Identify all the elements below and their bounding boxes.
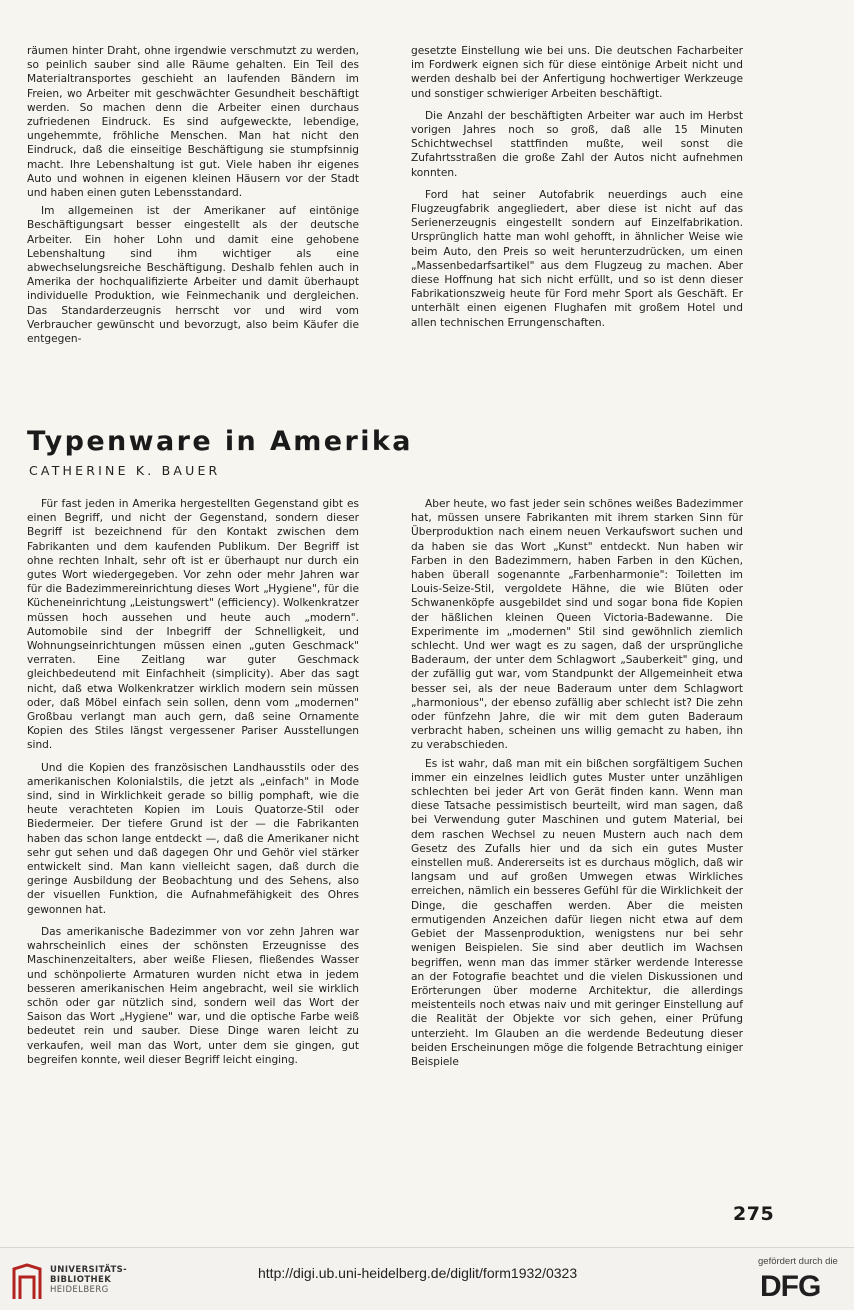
library-name-line: HEIDELBERG (50, 1285, 109, 1295)
paragraph: Das amerikanische Badezimmer von vor zehn Jahren war wahrscheinlich eines der schönsten Erzeugnisse des Maschinenzeitalters, aber weiße Fliesen, fließendes Wasser und schönpolierte Armaturen wurden nicht etwa in jedem besseren amerikanischen Heim angebracht, weil sie wirklich schön oder gar nützlich sind, sondern weil das Wort der Saison das Wort „Hygiene" war, und die optische Farbe weiß bedeutet rein und sauber. Diese Dinge waren leicht zu verkaufen, weil man das Wort, unter dem sie gingen, gut begreifen konnte, weil dieser Begriff leicht einging. (27, 925, 359, 1066)
page-number: 275 (733, 1203, 775, 1225)
library-name-line: UNIVERSITÄTS- (50, 1265, 128, 1275)
digitization-footer (0, 1247, 854, 1310)
paragraph: Und die Kopien des französischen Landhausstils oder des amerikanischen Kolonialstils, die jetzt als „einfach" in Mode sind, sind in Wirklichkeit gerade so billig pomphaft, wie die heute verachteten Kopien im Louis Quatorze-Stil oder Biedermeier. Der tiefere Grund ist der — die Fabrikanten haben das schon lange entdeckt —, daß die Amerikaner nicht sehr gut sehen und daß dagegen Ohr und Gehör viel stärker entwickelt sind. Man kann vielleicht sagen, daß durch die geringe Ausbildung der Beobachtung und des Sehens, also der visuellen Funktion, die Aufnahmefähigkeit des Ohres gewonnen hat. (27, 761, 359, 916)
paragraph: Die Anzahl der beschäftigten Arbeiter war auch im Herbst vorigen Jahres noch so groß, daß alle 15 Minuten Schichtwechsel stattfinden mußte, weil sonst die Zufahrtsstraßen die große Zahl der Autos nicht aufnehmen konnten. (411, 109, 743, 179)
funding-note: gefördert durch die (758, 1256, 838, 1267)
university-library-logo-icon (10, 1263, 44, 1301)
paragraph: Im allgemeinen ist der Amerikaner auf eintönige Beschäftigungsart besser eingestellt als der deutsche Arbeiter. Ein hoher Lohn und damit eine gehobene Lebenshaltung sind ihm wichtiger als eine abwechselungsreiche Beschäftigung. Deshalb fehlen auch in Amerika der hochqualifizierte Arbeiter und damit überhaupt individuelle Produktion, wie Feinmechanik und dergleichen. Das Standarderzeugnis herrscht vor und wird vom Verbraucher gewünscht und bevorzugt, also beim Käufer die entgegen- (27, 205, 359, 346)
paragraph: Es ist wahr, daß man mit ein bißchen sorgfältigem Suchen immer ein einzelnes leidlich gutes Muster unter unzähligen schlechten bei jeder Art von Gerät finden kann. Wenn man diese Tatsache pessimistisch beurteilt, wird man sagen, daß bei Verwendung guter Maschinen und gutem Material, bei dem raschen Wechsel zu neuen Mustern auch nach dem Gesetz des Zufalls hier und da sich ein gutes Muster einstellen muß. Andererseits ist es durchaus möglich, daß wir langsam und auf großen Umwegen etwas Wirkliches erreichen, nämlich ein besseres Gefühl für die Wirklichkeit der Dinge, die geschaffen werden. Aber die meisten ermutigenden Anzeichen dafür liegen nicht etwa auf dem Gebiet der Massenproduktion, wenigstens nur bei sehr wenigen Beispielen. Sie sind aber deutlich im Wachsen begriffen, wenn man das immer stärker werdende Interesse an der Fotografie beachtet und die vielen Diskussionen und Erörterungen über moderne Architektur, die allerdings meistenteils noch etwas naiv und mit geringer Einstellung auf die Realität der Objekte vor sich gehen, einer Prüfung unterzieht. Im Glauben an die werdende Bedeutung dieser beiden Erscheinungen möge die folgende Betrachtung einiger Beispiele (411, 757, 743, 1068)
body-right-column (411, 497, 743, 1073)
article-title: Typenware in Amerika (27, 426, 413, 457)
article-author: CATHERINE K. BAUER (29, 463, 221, 478)
paragraph: Aber heute, wo fast jeder sein schönes weißes Badezimmer hat, müssen unsere Fabrikanten mit ihrem starken Sinn für Überproduktion nach einem neuen Verkaufswort suchen und da haben sie das Wort „Kunst" entdeckt. Nun haben wir Farben in den Badezimmern, haben Farben in den Küchen, haben überall sogenannte „Farbenharmonie": Toiletten im Louis-Seize-Stil, vergoldete Hähne, die wie Blüten oder Schwanenköpfe ausgebildet sind und sogar bona fide Kopien der häßlichen kleinen Queen Victoria-Badewanne. Die Experimente im „modernen" Stil sind gewöhnlich ziemlich schlecht. Und wer wagt es zu sagen, daß der ursprüngliche Baderaum, der unter dem Schlagwort „Sauberkeit" ging, und der zufällig gut war, vom Standpunkt der Allgemeinheit etwa besser sei, als der neue Baderaum unter dem Schlagwort „harmonious", der ebenso zufällig aber schlecht ist? Die zehn oder fünfzehn Jahre, die wir mit dem guten Baderaum verbracht haben, scheinen uns willig gemacht zu haben, ihn zu verabschieden. (411, 498, 743, 752)
library-name (50, 1265, 127, 1295)
paragraph: Ford hat seiner Autofabrik neuerdings auch eine Flugzeugfabrik angegliedert, aber diese ist nicht auf das Serienerzeugnis eingestellt sondern auf Einzelfabrikation. Ursprünglich hatte man wohl gehofft, in ähnlicher Weise wie beim Auto, den Preis so weit herunterzudrücken, um einen „Massenbedarfsartikel" aus dem Flugzeug zu machen. Aber diese Hoffnung hat sich nicht erfüllt, und so ist denn dieser Fabrikationszweig heute für Ford mehr Sport als Geschäft. Er unterhält einen eigenen Flughafen mit großem Hotel und allen technischen Errungenschaften. (411, 188, 743, 329)
dfg-logo: DFG (760, 1270, 821, 1303)
body-left-column (27, 497, 359, 1071)
paragraph: Für fast jeden in Amerika hergestellten Gegenstand gibt es einen Begriff, und nicht der Gegenstand, sondern dieser Begriff ist bezeichnend für den Kontakt zwischen dem Fabrikanten und dem kaufenden Publikum. Der Begriff ist ohne rechten Inhalt, sehr oft ist er überhaupt nur durch ein gutes Wort wiedergegeben. Vor zehn oder mehr Jahren war für die Badezimmereinrichtung dieses Wort „Hygiene", für die Kücheneinrichtung „Leistungswert" (efficiency). Wolkenkratzer müssen hoch aussehen und heute auch „modern". Automobile sind der Inbegriff der Schnelligkeit, und Wohnungseinrichtungen müssen einen „guten Geschmack" verraten. Eine Zeitlang war guter Geschmack gleichbedeutend mit Einfachheit (simplicity). Aber das sagt nicht, daß etwa Wolkenkratzer wirklich modern sein müssen oder, daß Möbel einfach sein sollen, denn vom „modernen" Großbau verlangt man auch gern, daß seine Ornamente Kopien des Stiles längst vergessener Pariser Ausstellungen sind. (27, 498, 359, 752)
library-name-line: BIBLIOTHEK (50, 1275, 112, 1285)
paragraph: räumen hinter Draht, ohne irgendwie verschmutzt zu werden, so peinlich sauber sind alle Räume gehalten. Ein Teil des Materialtransportes geschieht an laufenden Bändern im Freien, wo Arbeiter mit geschwächter Gesundheit beschäftigt werden. So machen denn die Arbeiter einen durchaus zufriedenen Eindruck. Es sind aufgeweckte, lebendige, ungehemmte, fröhliche Menschen. Man hat nicht den Eindruck, daß die einseitige Beschäftigung sie stumpfsinnig macht. Ihre Lebenshaltung ist gut. Viele haben ihr eigenes Auto und wohnen in eigenen kleinen Häusern vor der Stadt und haben einen guten Lebensstandard. (27, 45, 359, 200)
source-url-link[interactable]: http://digi.ub.uni-heidelberg.de/diglit/form1932/0323 (258, 1265, 578, 1281)
top-right-column (411, 44, 743, 334)
paragraph: gesetzte Einstellung wie bei uns. Die deutschen Facharbeiter im Fordwerk eignen sich für diese eintönige Arbeit nicht und werden deshalb bei der Anfertigung hochwertiger Werkzeuge und sonstiger schwieriger Arbeiten beschäftigt. (411, 45, 743, 100)
top-left-column (27, 44, 359, 350)
